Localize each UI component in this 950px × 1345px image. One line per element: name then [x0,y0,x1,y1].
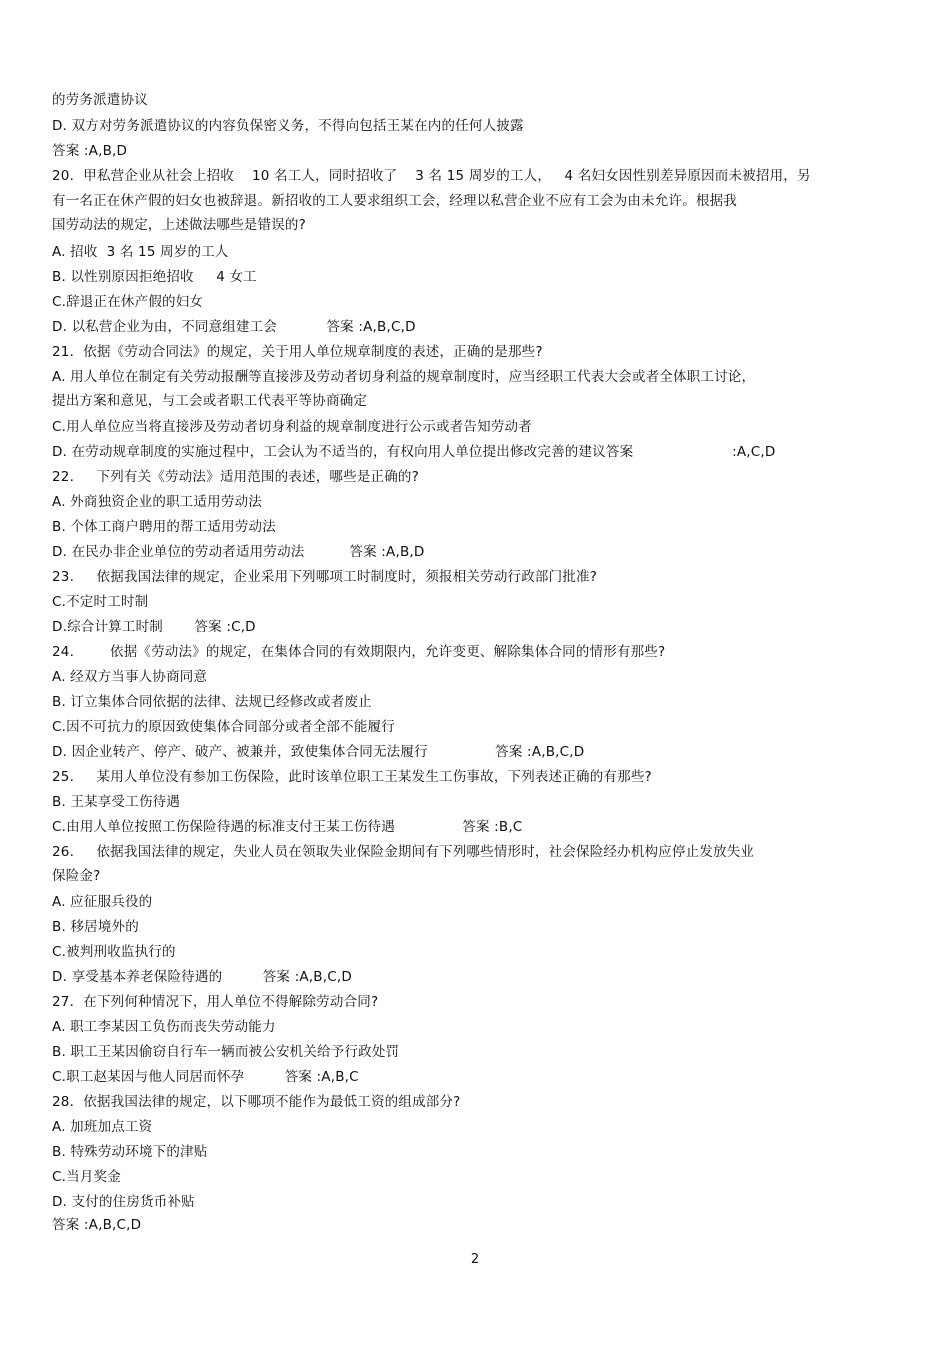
option-line: A. 招收 3 名 15 周岁的工人 [52,244,229,260]
text-line: D. 双方对劳务派遣协议的内容负保密义务，不得向包括王某在内的任何人披露 [52,118,524,134]
question-23: 23. 依据我国法律的规定，企业采用下列哪项工时制度时，须报相关劳动行政部门批准? [52,569,598,585]
text-line: 保险金? [52,868,101,884]
option-line: A. 应征服兵役的 [52,894,153,910]
question-28: 28．依据我国法律的规定，以下哪项不能作为最低工资的组成部分? [52,1094,461,1110]
option-line: C.由用人单位按照工伤保险待遇的标准支付王某工伤待遇 答案 :B,C [52,819,523,835]
option-line: B. 王某享受工伤待遇 [52,794,181,810]
answer-line: 答案 :A,B,C,D [52,1217,142,1233]
option-line: A. 职工李某因工负伤而丧失劳动能力 [52,1019,276,1035]
option-line: D. 以私营企业为由，不同意组建工会 答案 :A,B,C,D [52,319,416,335]
option-line: B. 个体工商户聘用的帮工适用劳动法 [52,519,276,535]
question-25: 25. 某用人单位没有参加工伤保险，此时该单位职工王某发生工伤事故，下列表述正确的有那些? [52,769,652,785]
option-line: C.被判刑收监执行的 [52,944,176,960]
question-22: 22. 下列有关《劳动法》适用范围的表述，哪些是正确的? [52,469,419,485]
question-26: 26. 依据我国法律的规定，失业人员在领取失业保险金期间有下列哪些情形时，社会保险经办机构应停止发放失业 [52,844,755,860]
question-21: 21．依据《劳动合同法》的规定，关于用人单位规章制度的表述，正确的是那些? [52,344,543,360]
option-line: A. 用人单位在制定有关劳动报酬等直接涉及劳动者切身利益的规章制度时，应当经职工代表大会或者全体职工讨论， [52,369,756,385]
text-line: 答案 :A,B,D [52,143,128,159]
option-line: C.职工赵某因与他人同居而怀孕 答案 :A,B,C [52,1069,359,1085]
option-line: A. 外商独资企业的职工适用劳动法 [52,494,262,510]
text-line: 国劳动法的规定，上述做法哪些是错误的? [52,217,306,233]
question-20: 20．甲私营企业从社会上招收 10 名工人，同时招收了 3 名 15 周岁的工人， 4 名妇女因性别差异原因而未被招用，另 [52,168,811,184]
option-line: B. 移居境外的 [52,919,139,935]
option-line: D. 支付的住房货币补贴 [52,1194,195,1210]
text-line: 提出方案和意见，与工会或者职工代表平等协商确定 [52,393,368,409]
option-line: D. 在民办非企业单位的劳动者适用劳动法 答案 :A,B,D [52,544,425,560]
option-line: A. 加班加点工资 [52,1119,153,1135]
option-line: B. 职工王某因偷窃自行车一辆而被公安机关给予行政处罚 [52,1044,400,1060]
option-line: B. 以性别原因拒绝招收 4 女工 [52,269,257,285]
option-line: C.不定时工时制 [52,594,149,610]
option-line: C.当月奖金 [52,1169,121,1185]
option-line: B. 订立集体合同依据的法律、法规已经修改或者废止 [52,694,372,710]
question-27: 27．在下列何种情况下，用人单位不得解除劳动合同? [52,994,379,1010]
option-line: A. 经双方当事人协商同意 [52,669,208,685]
text-line: 有一名正在休产假的妇女也被辞退。新招收的工人要求组织工会，经理以私营企业不应有工会为由未允许。根据我 [52,193,737,209]
text-line: 的劳务派遣协议 [52,92,148,108]
option-line: D. 因企业转产、停产、破产、被兼并，致使集体合同无法履行 答案 :A,B,C,D [52,744,585,760]
option-line: B. 特殊劳动环境下的津贴 [52,1144,208,1160]
option-line: D.综合计算工时制 答案 :C,D [52,619,256,635]
page-number: 2 [470,1252,480,1267]
question-24: 24. 依据《劳动法》的规定，在集体合同的有效期限内，允许变更、解除集体合同的情形有那些? [52,644,666,660]
option-line: C.因不可抗力的原因致使集体合同部分或者全部不能履行 [52,719,395,735]
option-line: C.用人单位应当将直接涉及劳动者切身利益的规章制度进行公示或者告知劳动者 [52,419,532,435]
option-line: D. 在劳动规章制度的实施过程中，工会认为不适当的，有权向用人单位提出修改完善的建议答案 :A,C,D [52,444,776,460]
option-line: D. 享受基本养老保险待遇的 答案 :A,B,C,D [52,969,352,985]
option-line: C.辞退正在休产假的妇女 [52,294,204,310]
